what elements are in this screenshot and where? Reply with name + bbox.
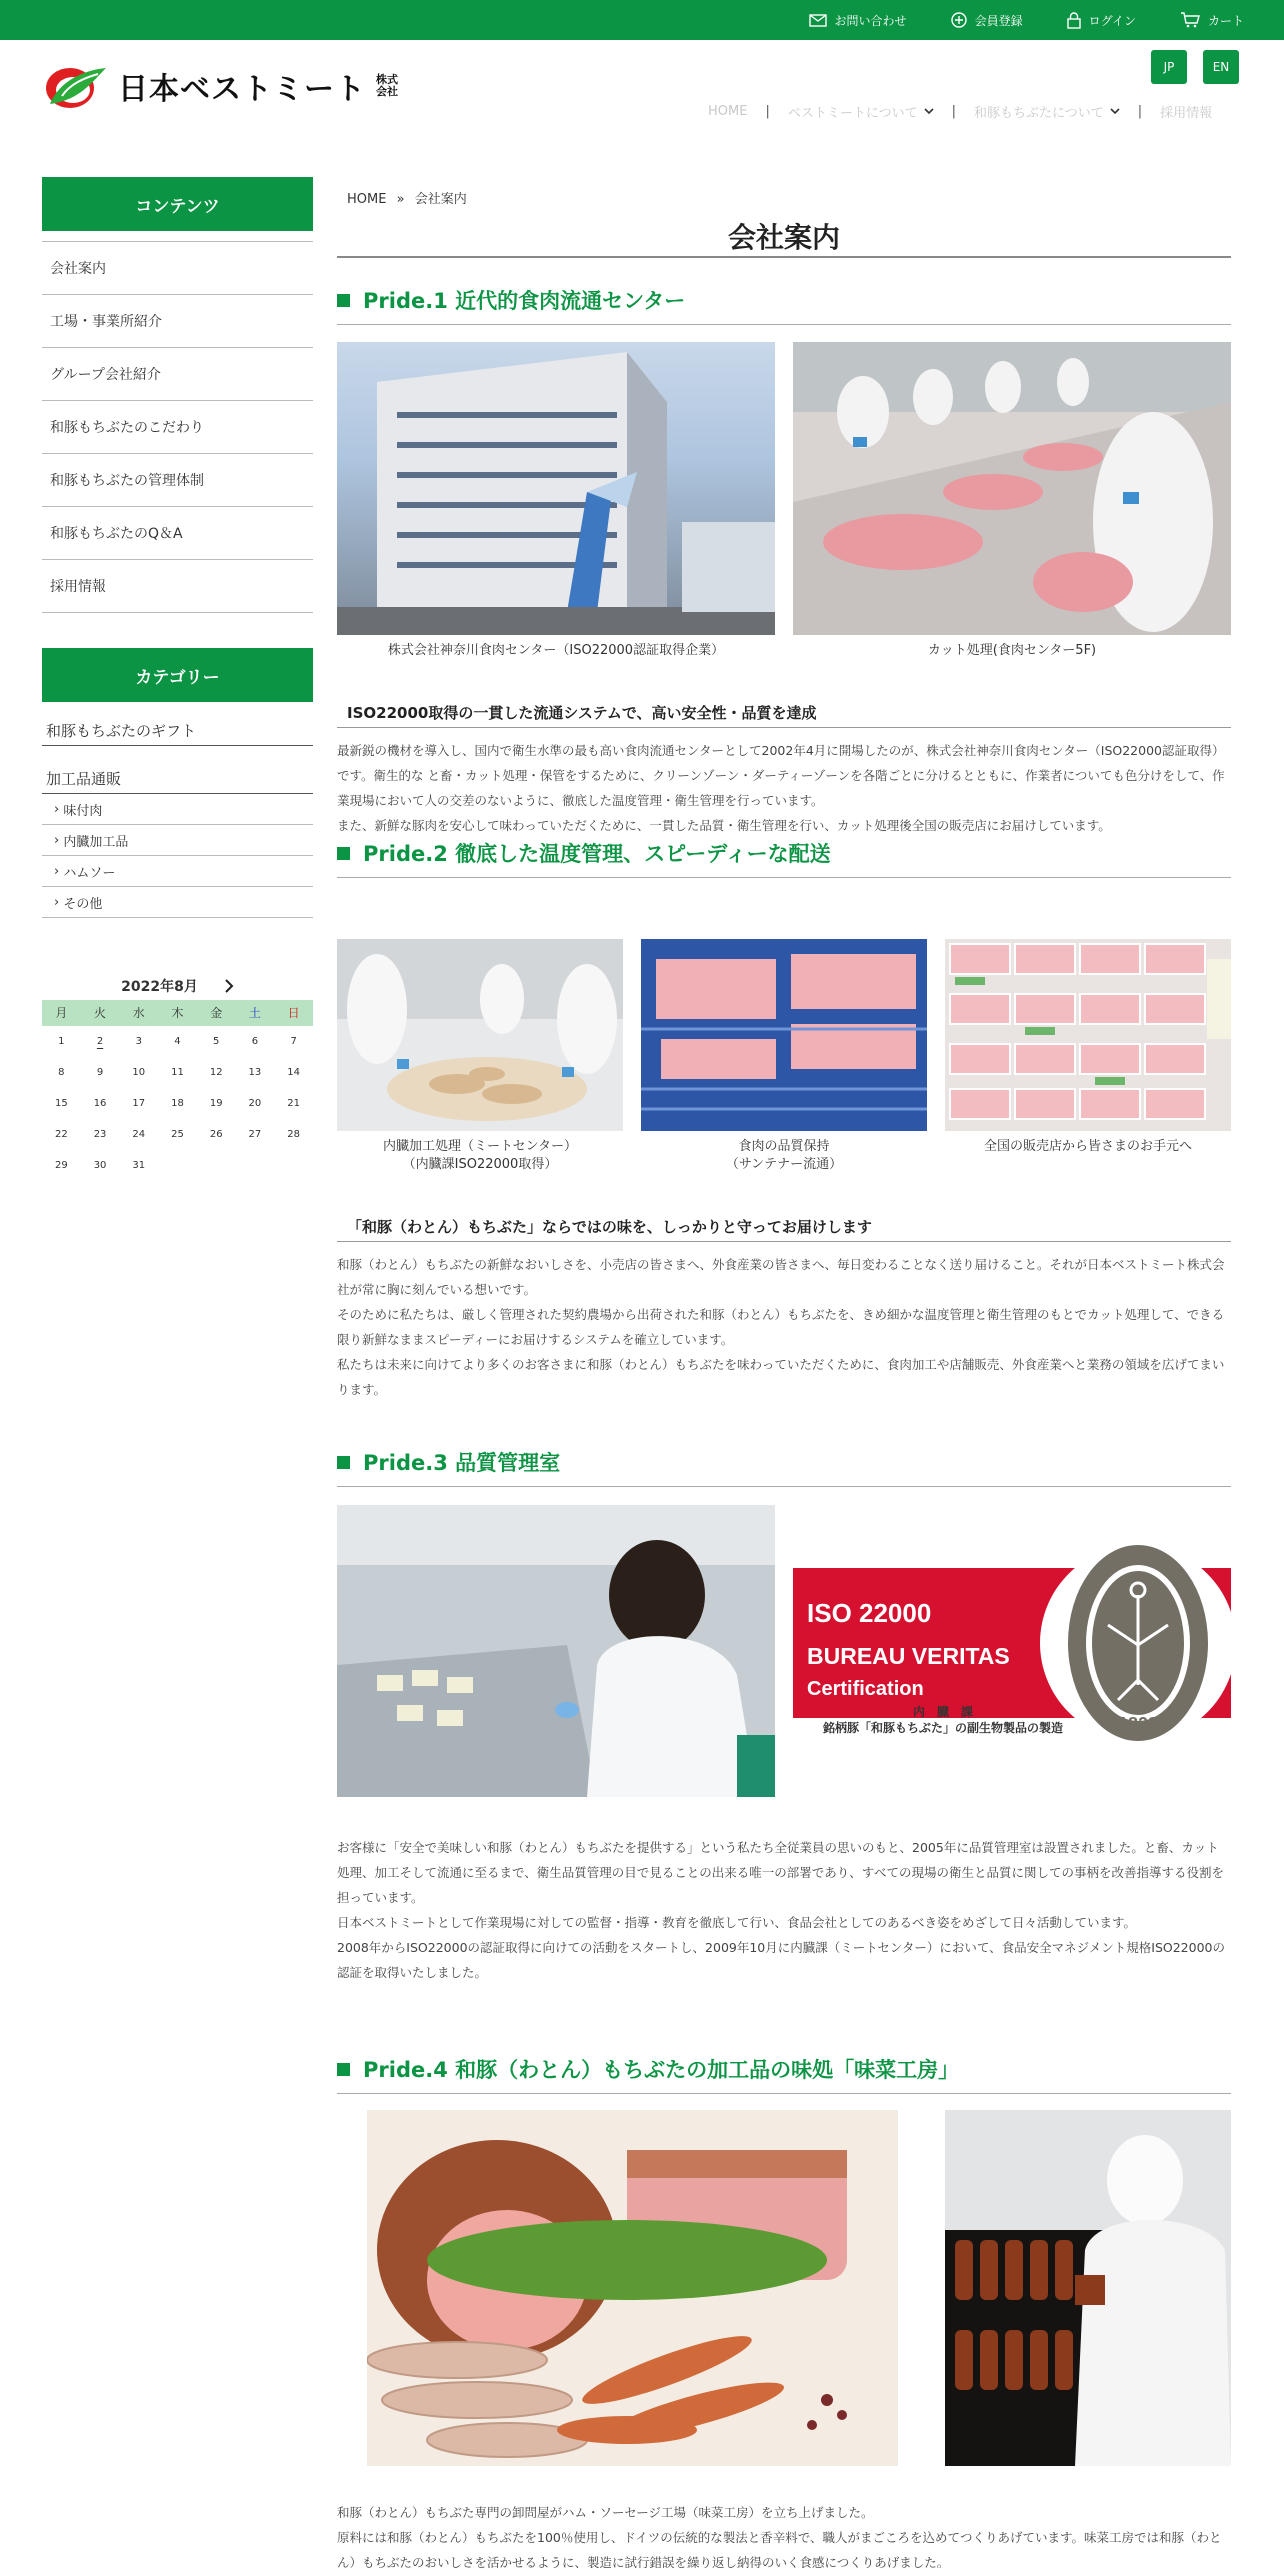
photo-lab xyxy=(337,1505,775,1797)
sidebar-item-qa[interactable]: 和豚もちぶたのQ＆A xyxy=(42,507,313,560)
calendar-day[interactable]: 23 xyxy=(93,1129,107,1140)
nav-about[interactable]: ベストミートについて xyxy=(770,102,952,121)
calendar-day[interactable]: 14 xyxy=(287,1067,300,1078)
logo-mark-icon xyxy=(40,60,108,112)
sidebar-item-group[interactable]: グループ会社紹介 xyxy=(42,348,313,401)
calendar-day[interactable]: 16 xyxy=(93,1098,107,1109)
chevron-right-icon[interactable] xyxy=(224,979,234,993)
weekday-label: 土 xyxy=(236,1000,275,1026)
iso-label: ISO 22000 xyxy=(807,1598,932,1628)
photo-retail-shelf xyxy=(945,939,1231,1131)
calendar-day[interactable]: 11 xyxy=(171,1067,184,1078)
calendar-day[interactable]: 10 xyxy=(132,1067,146,1078)
calendar-header xyxy=(42,972,313,1000)
caption-offal-processing: 内臓加工処理（ミートセンター） （内臓課ISO22000取得） xyxy=(382,1139,578,1172)
calendar-day xyxy=(197,1150,236,1181)
cart-label: カート xyxy=(1207,13,1244,28)
photo-meat-center xyxy=(337,342,775,635)
sidebar-item-recruit[interactable]: 採用情報 xyxy=(42,560,313,613)
photo-offal-processing xyxy=(337,939,623,1131)
calendar-day[interactable]: 18 xyxy=(171,1098,184,1109)
calendar-day[interactable]: 8 xyxy=(58,1067,65,1078)
calendar-day[interactable]: 12 xyxy=(209,1067,223,1078)
global-nav: HOME | ベストミートについて | 和豚もちぶたについて | 採用情報 xyxy=(690,102,1230,121)
subcategory-other[interactable]: › その他 xyxy=(42,887,313,918)
pride2-body: 和豚（わとん）もちぶたの新鮮なおいしさを、小売店の皆さまへ、外食産業の皆さまへ、毎日変わることなく送り届けること。それが日本ベストミート株式会社が常に胸に刻んでいる想いです。 そのために私たちは、厳しく管理された契約農場から出荷された和豚（わとん）もちぶたを、きめ細かな温度管理と衛生管理のもとでカット処理して、できる限り新鮮なままスピーディーにお届けするシステムを確立しています。 私たちは未来に向けてより多くのお客さまに和豚（わとん）もちぶたを味わっていただくために、食肉加工や店舗販売、外食産業へと業務の領域を広げてまいります。 xyxy=(337,1257,1225,1397)
page-title: 会社案内 xyxy=(337,216,1231,258)
subcategory-offal[interactable]: › 内臓加工品 xyxy=(42,825,313,856)
certification-label: Certification xyxy=(807,1678,924,1700)
photo-ham-sausage xyxy=(367,2110,898,2466)
caption-crates: 食肉の品質保持 （サンテナー流通） xyxy=(725,1139,843,1172)
top-bar xyxy=(0,0,1284,40)
logo-wordmark: 日本ベストミート xyxy=(118,72,366,107)
sidebar-contents xyxy=(42,177,313,613)
photo-crates xyxy=(641,939,927,1131)
calendar-day[interactable]: 1 xyxy=(58,1036,65,1047)
caption-cutting-floor: カット処理(食肉センター5F) xyxy=(927,643,1097,658)
contents-heading: コンテンツ xyxy=(42,177,313,231)
calendar-day[interactable]: 3 xyxy=(135,1036,142,1047)
calendar-month: 2022年8月 xyxy=(121,979,198,995)
bv-label: BUREAU VERITAS xyxy=(807,1643,1010,1669)
sidebar-category xyxy=(42,648,313,918)
calendar-day[interactable]: 21 xyxy=(287,1098,300,1109)
nav-wamochi[interactable]: 和豚もちぶたについて xyxy=(956,102,1138,121)
calendar-day[interactable]: 28 xyxy=(287,1129,300,1140)
pride1-heading: Pride.1 近代的食肉流通センター xyxy=(337,275,1231,325)
breadcrumb-current: 会社案内 xyxy=(414,192,467,207)
chevron-down-icon xyxy=(1110,108,1120,115)
mail-icon xyxy=(809,14,827,27)
calendar-day[interactable]: 20 xyxy=(248,1098,262,1109)
weekday-label: 金 xyxy=(197,1000,236,1026)
calendar-day[interactable]: 29 xyxy=(54,1160,68,1171)
pride1-subtitle: ISO22000取得の一貫した流通システムで、高い安全性・品質を達成 xyxy=(337,702,1231,728)
breadcrumb: HOME » 会社案内 xyxy=(347,192,467,207)
sidebar-item-factory[interactable]: 工場・事業所紹介 xyxy=(42,295,313,348)
lang-en-button[interactable]: EN xyxy=(1203,50,1239,84)
top-links xyxy=(809,0,1244,40)
contact-link[interactable] xyxy=(809,12,907,29)
breadcrumb-home[interactable]: HOME xyxy=(347,192,387,207)
pride1-body: 最新鋭の機材を導入し、国内で衛生水準の最も高い食肉流通センターとして2002年4月に開場したのが、株式会社神奈川食肉センター（ISO22000認証取得）です。衛生的な と畜・カット処理・保管をするために、クリーンゾーン・ダーティーゾーンを各階ごとに分けるとともに、作業者についても色分けをして、作業現場において人の交差のないように、徹底した温度管理・衛生管理を行っています。 また、新鮮な豚肉を安心して味わっていただくために、一貫した品質・衛生管理を行い、カット処理後全国の販売店にお届けしています。 xyxy=(337,743,1225,833)
seal-year: 1828 xyxy=(1117,1714,1159,1734)
contact-label: お問い合わせ xyxy=(834,13,907,28)
calendar-day xyxy=(236,1150,275,1181)
calendar-day[interactable]: 6 xyxy=(251,1036,259,1047)
subcategory-seasoned[interactable]: › 味付肉 xyxy=(42,794,313,825)
calendar-day xyxy=(274,1150,313,1181)
calendar-day[interactable]: 27 xyxy=(248,1129,262,1140)
cart-icon xyxy=(1180,12,1200,28)
pride2-heading: Pride.2 徹底した温度管理、スピーディーな配送 xyxy=(337,828,1231,878)
nav-home[interactable]: HOME xyxy=(708,104,748,119)
lock-icon xyxy=(1067,12,1081,29)
sidebar-item-management[interactable]: 和豚もちぶたの管理体制 xyxy=(42,454,313,507)
weekday-label: 火 xyxy=(81,1000,120,1026)
calendar-day[interactable]: 26 xyxy=(209,1129,223,1140)
caption-retail-shelf: 全国の販売店から皆さまのお手元へ xyxy=(983,1139,1192,1154)
header xyxy=(0,40,1284,150)
caption-meat-center: 株式会社神奈川食肉センター（ISO22000認証取得企業） xyxy=(387,643,725,658)
pride3-heading: Pride.3 品質管理室 xyxy=(337,1437,1231,1487)
calendar-day[interactable]: 9 xyxy=(96,1067,104,1078)
weekday-label: 木 xyxy=(158,1000,197,1026)
calendar-day[interactable]: 30 xyxy=(93,1160,107,1171)
pride3-body: お客様に「安全で美味しい和豚（わとん）もちぶたを提供する」という私たち全従業員の思いのもと、2005年に品質管理室は設置されました。と畜、カット処理、加工そして流通に至るまで、衛生品質管理の目で見ることの出来る唯一の部署であり、すべての現場の衛生と品質に関しての事柄を改善指導する役割を担っています。 日本ベストミートとして作業現場に対しての監督・指導・教育を徹底して行い、食品会社としてのあるべき姿をめざして日々活動しています。 2008年からISO22000の認証取得に向けての活動をスタートし、2009年10月に内臓課（ミートセンター）において、食品安全マネジメント規格ISO22000の認証を取得いたしました。 xyxy=(337,1840,1225,1980)
category-processed[interactable]: 加工品通販 xyxy=(42,758,313,794)
calendar-day[interactable]: 22 xyxy=(54,1129,68,1140)
category-heading: カテゴリー xyxy=(42,648,313,702)
cart-link[interactable] xyxy=(1180,12,1244,29)
calendar-day[interactable]: 13 xyxy=(248,1067,262,1078)
calendar-grid xyxy=(42,1000,313,1181)
lang-jp-button[interactable]: JP xyxy=(1151,50,1187,84)
certificate-caption: 内 臓 課 銘柄豚「和豚もちぶた」の副生物製品の製造 xyxy=(822,1705,1063,1735)
login-link[interactable] xyxy=(1067,12,1136,29)
pride4-heading: Pride.4 和豚（わとん）もちぶたの加工品の味処「味菜工房」 xyxy=(337,2044,1231,2094)
calendar-day[interactable]: 17 xyxy=(132,1098,146,1109)
category-gift[interactable]: 和豚もちぶたのギフト xyxy=(42,710,313,746)
photo-smokehouse xyxy=(945,2110,1231,2466)
pride2-subtitle: 「和豚（わとん）もちぶた」ならではの味を、しっかりと守ってお届けします xyxy=(337,1216,1231,1242)
nav-recruit[interactable]: 採用情報 xyxy=(1160,106,1213,121)
calendar-day[interactable]: 4 xyxy=(174,1036,181,1047)
weekday-label: 日 xyxy=(274,1000,313,1026)
weekday-label: 水 xyxy=(119,1000,158,1026)
pride4-body: 和豚（わとん）もちぶた専門の卸問屋がハム・ソーセージ工場（味菜工房）を立ち上げました。 原料には和豚（わとん）もちぶたを100％使用し、ドイツの伝統的な製法と香辛料で、職人がまごころを込めてつくりあげています。味菜工房では和豚（わとん）もちぶたのおいしさを活かせるように、製造に試行錯誤を繰り返し納得のいく食感につくりあげました。 xyxy=(337,2505,1222,2568)
login-label: ログイン xyxy=(1088,13,1136,28)
calendar-day[interactable]: 5 xyxy=(213,1036,220,1047)
site-logo[interactable] xyxy=(40,60,398,112)
calendar-day[interactable]: 31 xyxy=(132,1160,146,1171)
calendar-day xyxy=(158,1150,197,1181)
calendar-day[interactable]: 24 xyxy=(132,1129,146,1140)
weekday-label: 月 xyxy=(42,1000,81,1026)
calendar-day[interactable]: 2 xyxy=(96,1036,104,1047)
plus-circle-icon xyxy=(951,12,967,28)
sidebar-item-company[interactable]: 会社案内 xyxy=(42,242,313,295)
logo-corp: 株式 会社 xyxy=(376,73,398,98)
calendar xyxy=(42,972,313,1181)
subcategory-ham[interactable]: › ハムソー xyxy=(42,856,313,887)
calendar-day[interactable]: 7 xyxy=(290,1036,297,1047)
register-link[interactable] xyxy=(951,12,1023,29)
calendar-day[interactable]: 19 xyxy=(209,1098,223,1109)
sidebar-item-commitment[interactable]: 和豚もちぶたのこだわり xyxy=(42,401,313,454)
chevron-down-icon xyxy=(924,108,934,115)
calendar-day[interactable]: 15 xyxy=(54,1098,68,1109)
register-label: 会員登録 xyxy=(974,13,1023,28)
photo-cutting-floor xyxy=(793,342,1231,635)
contents-menu xyxy=(42,241,313,613)
calendar-day[interactable]: 25 xyxy=(171,1129,184,1140)
